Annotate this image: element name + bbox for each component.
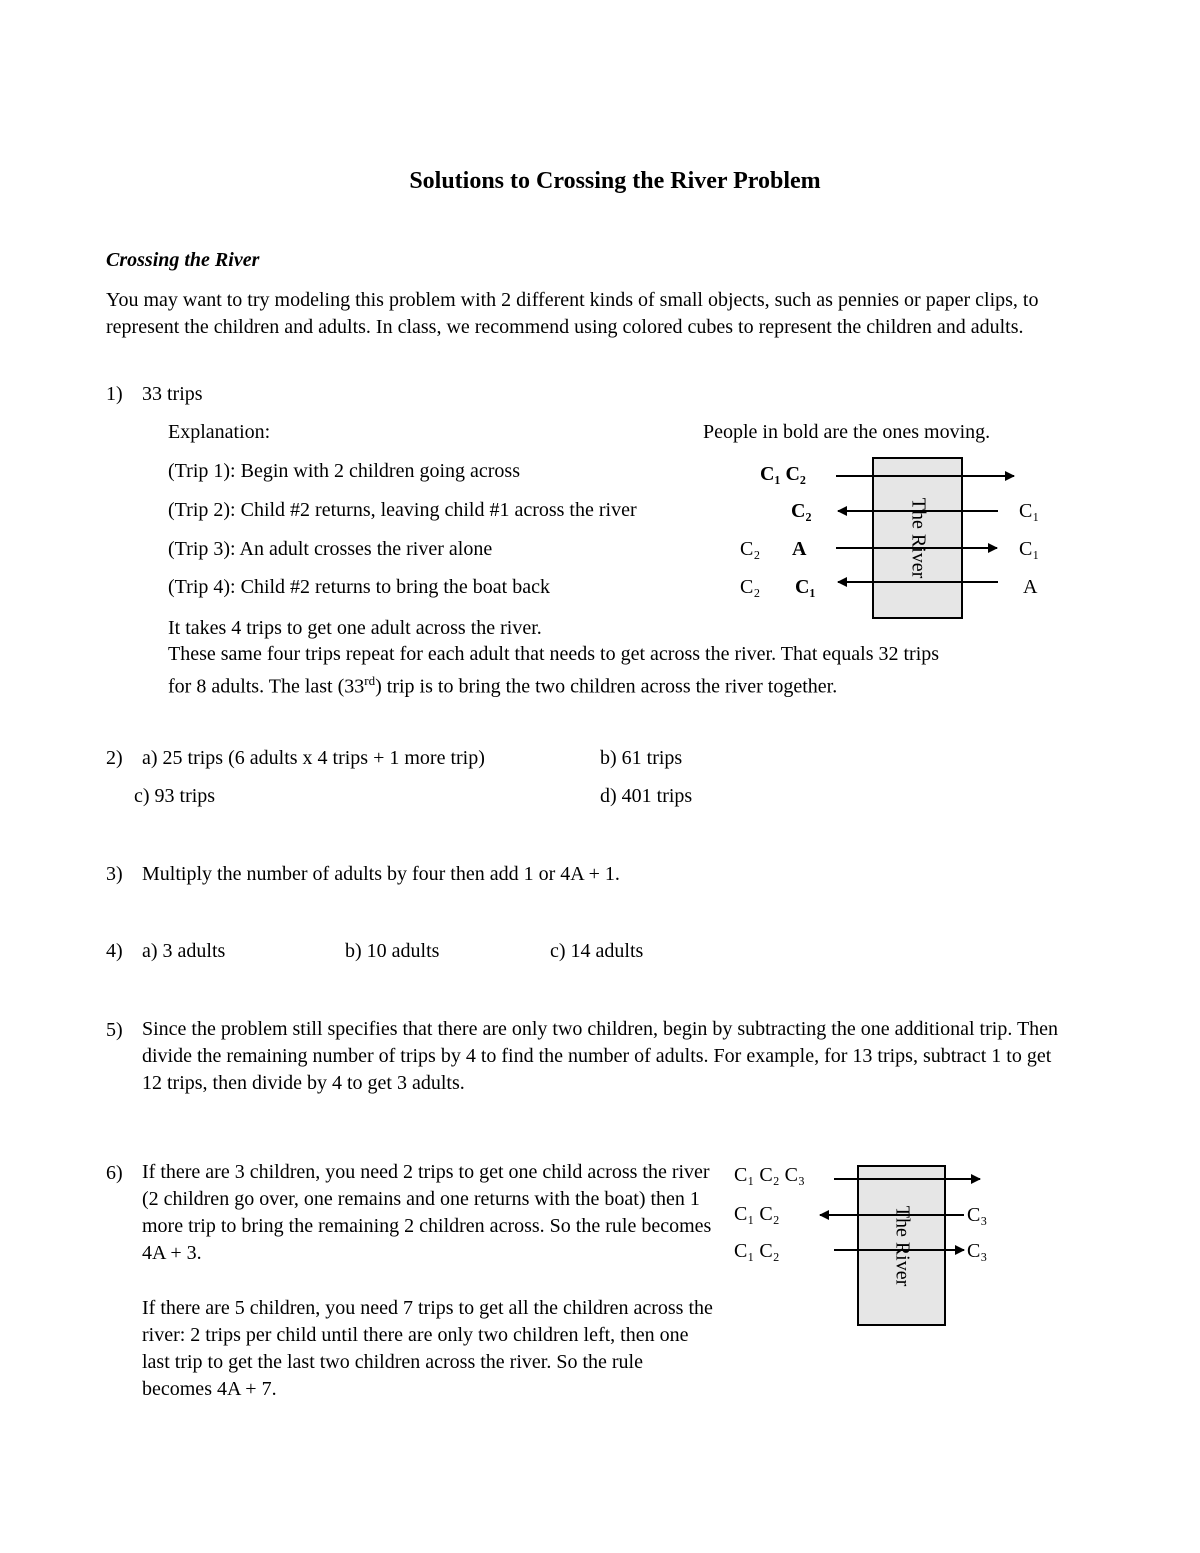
q5-number: 5) <box>106 1019 123 1041</box>
q6-paragraph-2: If there are 5 children, you need 7 trips to get all the children across the river: 2 trips per child until there are only two children left, then one last trip to get the last two children across the river. So the rule becomes 4A + 7. <box>142 1297 713 1400</box>
q6-row3-left: C₁ C₂ <box>734 1240 780 1262</box>
q4-number: 4) <box>106 940 123 962</box>
q6-row1-left: C₁ C₂ C₃ <box>734 1164 805 1186</box>
q1-row2-right: C₁ <box>1019 500 1040 522</box>
trip-4-text: (Trip 4): Child #2 returns to bring the boat back <box>168 576 550 598</box>
q2-answer-d: d) 401 trips <box>600 785 693 807</box>
q6-number: 6) <box>106 1162 123 1184</box>
trip-3-text: (Trip 3): An adult crosses the river alone <box>168 538 493 560</box>
q1-row2-moving: C₂ <box>791 500 812 522</box>
q6-paragraph-1: If there are 3 children, you need 2 trips to get one child across the river (2 children go over, one remains and one returns with the boat) then 1 more trip to bring the remaining 2 children across. So the rule becomes 4A + 3. <box>142 1161 712 1264</box>
q3-number: 3) <box>106 863 123 885</box>
q5-answer: Since the problem still specifies that there are only two children, begin by subtracting the one additional trip. Then divide the remaining number of trips by 4 to find the number of adults. For example, for 13 trips, subtract 1 to get 12 trips, then divide by 4 to get 3 adults. <box>142 1018 1059 1094</box>
q1-row3-left: C₂ <box>740 538 761 560</box>
q2-answer-b: b) 61 trips <box>600 747 683 769</box>
river-label-q6: The River <box>891 1205 913 1286</box>
q4-answer-c: c) 14 adults <box>550 940 644 962</box>
q1-row4-moving: C₁ <box>795 576 816 598</box>
q1-conclusion-2: These same four trips repeat for each adult that needs to get across the river. That equals 32 trips <box>168 643 940 665</box>
q6-row3-right: C₃ <box>967 1240 988 1262</box>
q4-answer-b: b) 10 adults <box>345 940 440 962</box>
q1-row3-right: C₁ <box>1019 538 1040 560</box>
page-title: Solutions to Crossing the River Problem <box>409 168 821 194</box>
q1-number: 1) <box>106 383 123 405</box>
q1-conclusion-1: It takes 4 trips to get one adult across the river. <box>168 617 542 639</box>
q4-answer-a: a) 3 adults <box>142 940 226 962</box>
q1-row4-left: C₂ <box>740 576 761 598</box>
q2-answer-c: c) 93 trips <box>134 785 216 807</box>
q6-row2-left: C₁ C₂ <box>734 1203 780 1225</box>
q1-row3-moving: A <box>792 538 807 560</box>
q1-bold-note: People in bold are the ones moving. <box>703 421 991 443</box>
q3-answer: Multiply the number of adults by four then add 1 or 4A + 1. <box>142 863 620 885</box>
intro-paragraph: You may want to try modeling this problem with 2 different kinds of small objects, such as pennies or paper clips, to represent the children and adults. In class, we recommend using colored cubes to represent the children and adults. <box>106 289 1039 338</box>
q6-row2-right: C₃ <box>967 1204 988 1226</box>
section-heading: Crossing the River <box>106 249 260 271</box>
trip-1-text: (Trip 1): Begin with 2 children going across <box>168 460 521 482</box>
q1-conclusion-3: for 8 adults. The last (33rd) trip is to bring the two children across the river together. <box>168 673 838 698</box>
q1-row4-right: A <box>1023 576 1038 598</box>
q2-answer-a: a) 25 trips (6 adults x 4 trips + 1 more trip) <box>142 747 485 769</box>
trip-2-text: (Trip 2): Child #2 returns, leaving child #1 across the river <box>168 499 637 521</box>
q1-row1-moving: C₁ C₂ <box>760 463 806 485</box>
q1-answer: 33 trips <box>142 383 203 405</box>
river-label-q1: The River <box>907 497 929 579</box>
q1-explanation-label: Explanation: <box>168 421 271 443</box>
q2-number: 2) <box>106 747 123 769</box>
